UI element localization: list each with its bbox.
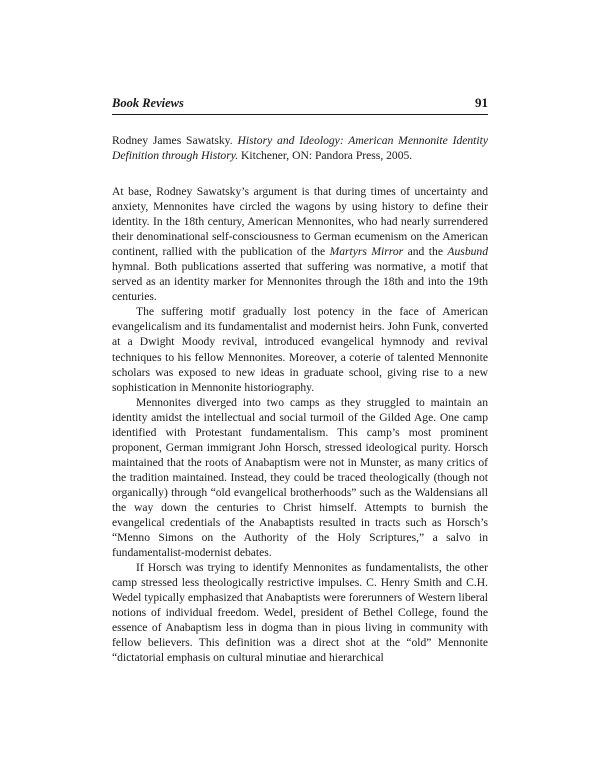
paragraph-1-text-b: and the	[403, 245, 448, 259]
page-number: 91	[475, 95, 488, 110]
paragraph-2: The suffering motif gradually lost potency in the face of American evangelicalism and its fundamentalist and modernist heirs. John Funk, converted at a Dwight Moody revival, introduced evangelical hymnody and revival techniques to his fellow Mennonites. Moreover, a coterie of talented Mennonite scholars was exposed to new ideas in graduate school, giving rise to a new sophistication in Mennonite historiography.	[112, 305, 488, 394]
running-header	[112, 95, 488, 115]
paragraph-1-text-a: At base, Rodney Sawatsky’s argument is that during times of uncertainty and anxiety, Mennonites have circled the wagons by using history to define their identity. In the 18th century, American Mennonites, who had nearly surrendered their denominational self-consciousness to German ecumenism on the American continent, rallied with the publication of the	[112, 185, 488, 259]
martyrs-mirror-title: Martyrs Mirror	[329, 245, 404, 259]
paragraph-3: Mennonites diverged into two camps as they struggled to maintain an identity amidst the intellectual and social turmoil of the Gilded Age. One camp identified with Protestant fundamentalism. This camp’s most prominent proponent, German immigrant John Horsch, stressed ideological purity. Horsch maintained that the roots of Anabaptism were not in Munster, as many critics of the tradition maintained. Instead, they could be traced theologically (though not organically) through “old evangelical brotherhoods” such as the Waldensians all the way down the centuries to Christ himself. Attempts to burnish the evangelical credentials of the Anabaptists resulted in tracts such as Horsch’s “Menno Simons on the Authority of the Holy Scriptures,” a salvo in fundamentalist-modernist debates.	[112, 395, 488, 560]
section-title: Book Reviews	[112, 96, 184, 110]
citation-publisher: Kitchener, ON: Pandora Press, 2005.	[241, 149, 413, 162]
paragraph-1-text-c: hymnal. Both publications asserted that suffering was normative, a motif that served as an identity marker for Mennonites through the 18th and into the 19th centuries.	[112, 260, 488, 304]
page	[112, 95, 488, 666]
review-body	[112, 184, 488, 666]
book-citation	[112, 133, 488, 163]
ausbund-title: Ausbund	[447, 245, 488, 259]
citation-book-title: History and Ideology: American Mennonite Identity Definition through History.	[112, 134, 488, 162]
paragraph-1	[112, 184, 488, 304]
citation-author: Rodney James Sawatsky.	[112, 134, 233, 147]
paragraph-4: If Horsch was trying to identify Mennonites as fundamentalists, the other camp stressed less theologically restrictive impulses. C. Henry Smith and C.H. Wedel typically emphasized that Anabaptists were forerunners of Western liberal notions of individual freedom. Wedel, president of Bethel College, found the essence of Anabaptism less in dogma than in pious living in community with fellow believers. This definition was a direct shot at the “old” Mennonite “dictatorial emphasis on cultural minutiae and hierarchical	[112, 561, 488, 665]
